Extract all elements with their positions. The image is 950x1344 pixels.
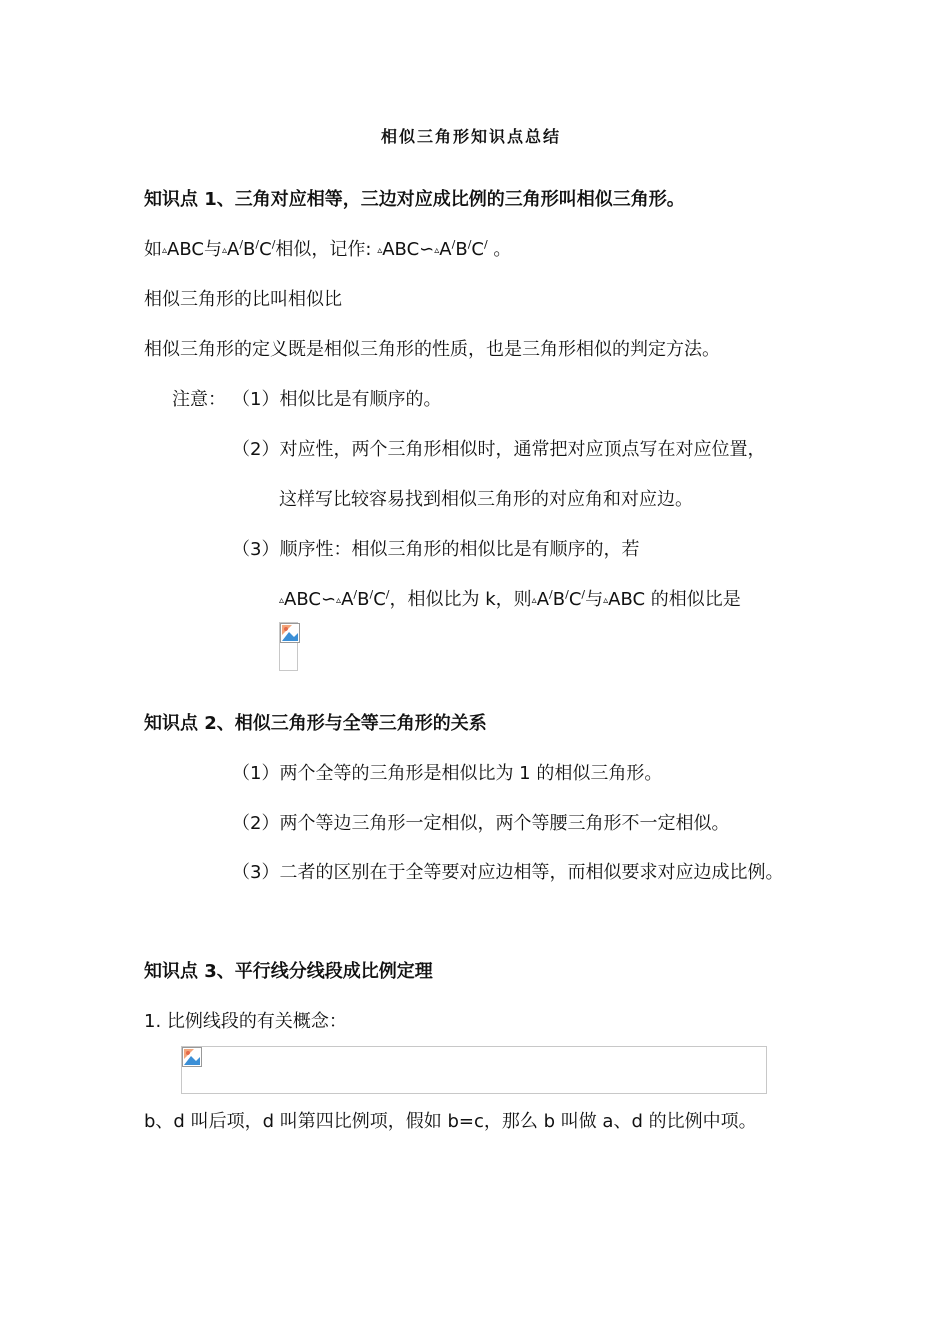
relation-item-1: （1）两个全等的三角形是相似比为 1 的相似三角形。 bbox=[232, 763, 663, 784]
triangle-symbol: ▵ bbox=[279, 595, 285, 606]
proportion-concepts-line: 1. 比例线段的有关概念： bbox=[144, 1011, 347, 1032]
broken-image-icon bbox=[182, 1047, 202, 1067]
prime-mark: / bbox=[565, 588, 569, 601]
proportion-terms-line: b、d 叫后项，d 叫第四比例项，假如 b=c，那么 b 叫做 a、d 的比例中项。 bbox=[144, 1111, 757, 1132]
triangle-symbol: ▵ bbox=[221, 245, 227, 256]
vertex: B bbox=[243, 239, 256, 260]
prime-mark: / bbox=[239, 238, 244, 251]
note-item-2: （2）对应性，两个三角形相似时，通常把对应顶点写在对应位置， bbox=[232, 439, 766, 460]
similarity-notation-line bbox=[144, 238, 511, 263]
similar-symbol: ∽ bbox=[320, 589, 337, 610]
prime-mark: / bbox=[353, 588, 358, 601]
note-item-2-continued: 这样写比较容易找到相似三角形的对应角和对应边。 bbox=[279, 489, 693, 510]
triangle-symbol: ▵ bbox=[603, 595, 609, 606]
triangle-symbol: ▵ bbox=[531, 595, 537, 606]
prime-mark: / bbox=[369, 588, 374, 601]
prime-mark: / bbox=[255, 238, 260, 251]
text-fragment: 如 bbox=[144, 239, 162, 260]
note-item-3: （3）顺序性：相似三角形的相似比是有顺序的，若 bbox=[232, 539, 640, 560]
vertex: A bbox=[536, 589, 550, 610]
prime-mark: / bbox=[483, 238, 488, 251]
vertex: A bbox=[439, 239, 452, 260]
text-fragment: 。 bbox=[487, 239, 512, 260]
vertex: A bbox=[226, 239, 240, 260]
broken-image-concepts bbox=[181, 1046, 767, 1094]
text-fragment: 相似，记作: bbox=[275, 239, 378, 260]
triangle-symbol: ▵ bbox=[162, 245, 168, 256]
text-fragment: 与 bbox=[585, 589, 604, 610]
triangle-name: ABC bbox=[382, 239, 420, 260]
section-1-heading: 知识点 1、三角对应相等，三边对应成比例的三角形叫相似三角形。 bbox=[144, 189, 685, 210]
prime-mark: / bbox=[467, 238, 472, 251]
broken-image-ratio bbox=[279, 622, 298, 671]
vertex: B bbox=[552, 589, 566, 610]
prime-mark: / bbox=[271, 238, 276, 251]
note-label: 注意： bbox=[172, 389, 226, 410]
triangle-name: ABC bbox=[167, 239, 204, 260]
vertex: A bbox=[341, 589, 354, 610]
triangle-name: ABC bbox=[284, 589, 321, 610]
relation-item-3: （3）二者的区别在于全等要对应边相等，而相似要求对应边成比例。 bbox=[232, 862, 784, 883]
prime-mark: / bbox=[581, 588, 586, 601]
text-fragment: 的相似比是 bbox=[645, 589, 741, 610]
similar-symbol: ∽ bbox=[419, 239, 435, 260]
vertex: B bbox=[455, 239, 468, 260]
text-fragment: 与 bbox=[203, 239, 222, 260]
text-fragment: ，相似比为 k，则 bbox=[389, 589, 532, 610]
definition-line: 相似三角形的定义既是相似三角形的性质，也是三角形相似的判定方法。 bbox=[144, 339, 720, 360]
triangle-symbol: ▵ bbox=[434, 245, 440, 256]
vertex: B bbox=[357, 589, 370, 610]
triangle-symbol: ▵ bbox=[377, 245, 383, 256]
prime-mark: / bbox=[549, 588, 553, 601]
note-item-3-continued bbox=[279, 588, 741, 613]
triangle-name: ABC bbox=[608, 589, 646, 610]
page-title: 相似三角形知识点总结 bbox=[381, 127, 562, 146]
note-item-1: （1）相似比是有顺序的。 bbox=[232, 389, 442, 410]
prime-mark: / bbox=[451, 238, 456, 251]
vertex: C bbox=[259, 239, 272, 260]
section-3-heading: 知识点 3、平行线分线段成比例定理 bbox=[144, 961, 433, 982]
ratio-definition-line: 相似三角形的比叫相似比 bbox=[144, 289, 342, 310]
vertex: C bbox=[568, 589, 582, 610]
triangle-symbol: ▵ bbox=[336, 595, 342, 606]
section-2-heading: 知识点 2、相似三角形与全等三角形的关系 bbox=[144, 713, 487, 734]
broken-image-icon bbox=[280, 623, 300, 643]
vertex: C bbox=[471, 239, 484, 260]
vertex: C bbox=[373, 589, 386, 610]
relation-item-2: （2）两个等边三角形一定相似，两个等腰三角形不一定相似。 bbox=[232, 813, 730, 834]
prime-mark: / bbox=[385, 588, 390, 601]
